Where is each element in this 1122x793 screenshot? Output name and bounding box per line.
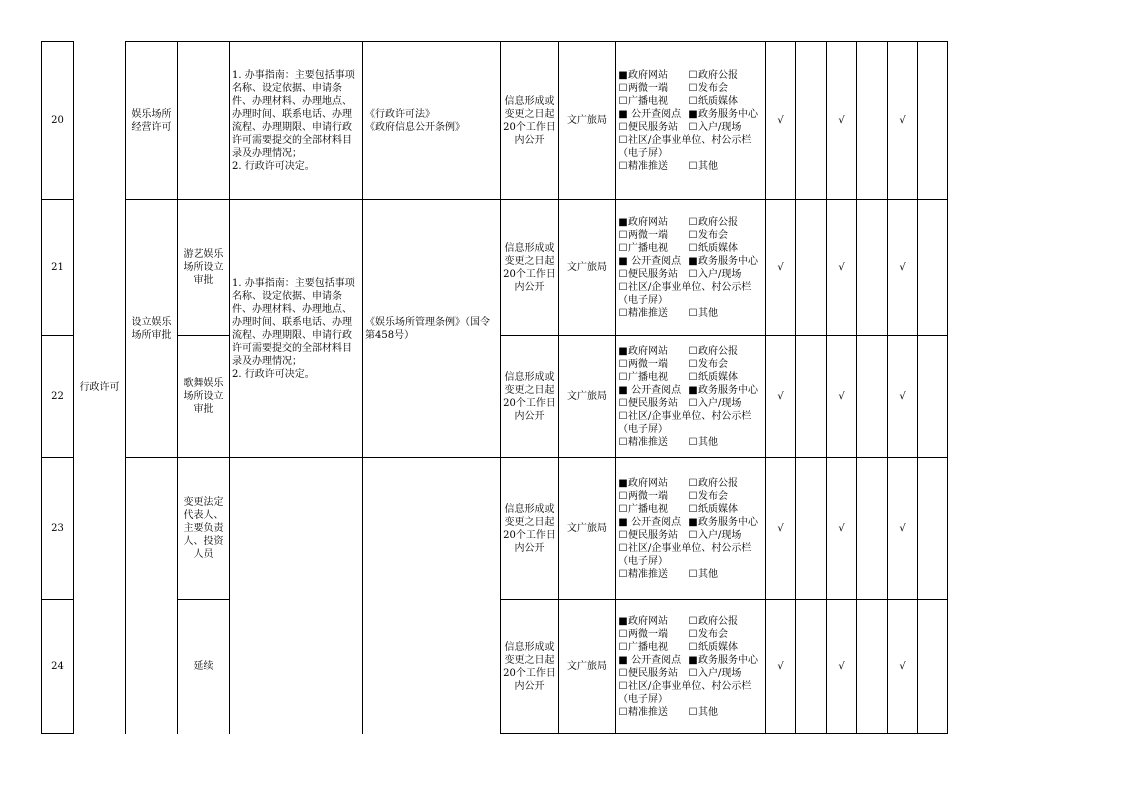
channel-label: 发布会 <box>698 358 728 370</box>
content-cell <box>230 42 363 200</box>
checkbox-mark: ■ <box>688 516 698 528</box>
check-mark: √ <box>777 262 784 273</box>
checkbox-mark: ☐ <box>618 680 628 692</box>
channel-line <box>618 147 763 160</box>
checkbox-mark: ■ <box>618 108 628 120</box>
channel-label: 政府网站 <box>628 69 668 81</box>
checkbox-mark: ☐ <box>618 667 628 679</box>
checkbox-mark: ■ <box>688 255 698 267</box>
item-cell <box>126 458 178 734</box>
channel-label: （电子屏） <box>618 147 668 159</box>
time-limit-cell <box>501 458 559 600</box>
check-cell <box>766 458 796 600</box>
channel-line <box>618 555 763 568</box>
checkbox-mark: ☐ <box>688 216 698 228</box>
channel-label: 发布会 <box>698 229 728 241</box>
channel-label: 政务服务中心 <box>698 384 758 396</box>
channel-line <box>618 628 763 641</box>
channel-line <box>618 423 763 436</box>
channel-label: 社区/企事业单位、村公示栏 <box>628 542 752 554</box>
channel-label: 便民服务站 <box>628 397 678 409</box>
time-limit-cell <box>501 336 559 458</box>
channel-line <box>618 529 763 542</box>
channel-label: 政府公报 <box>698 615 738 627</box>
channel-line <box>618 384 763 397</box>
channel-cell <box>616 42 766 200</box>
subitem-name: 歌舞娱乐场所设立审批 <box>183 378 224 415</box>
checkbox-mark: ☐ <box>618 529 628 541</box>
channel-line <box>618 693 763 706</box>
channel-label: 两微一端 <box>628 229 668 241</box>
channel-label: 纸质媒体 <box>698 242 738 254</box>
checkbox-mark: ☐ <box>618 706 628 718</box>
channel-label: （电子屏） <box>618 693 668 705</box>
channel-label: 社区/企事业单位、村公示栏 <box>628 680 752 692</box>
subitem-cell <box>178 600 230 734</box>
channel-label: 社区/企事业单位、村公示栏 <box>628 410 752 422</box>
checkbox-mark: ■ <box>688 108 698 120</box>
checkbox-mark: ☐ <box>688 490 698 502</box>
subject-cell <box>559 600 616 734</box>
subitem-cell <box>178 336 230 458</box>
subject-cell <box>559 336 616 458</box>
channel-line <box>618 345 763 358</box>
content-cell <box>230 200 363 458</box>
channel-label: 便民服务站 <box>628 121 678 133</box>
channel-label: 两微一端 <box>628 490 668 502</box>
check-mark: √ <box>838 262 845 273</box>
channel-line <box>618 477 763 490</box>
check-cell <box>766 200 796 336</box>
channel-label: 入户/现场 <box>698 121 742 133</box>
time-limit: 信息形成或变更之日起20个工作日内公开 <box>503 242 556 293</box>
check-cell <box>918 336 948 458</box>
channel-line <box>618 160 763 173</box>
channel-label: 政府网站 <box>628 477 668 489</box>
channel-line <box>618 134 763 147</box>
subitem-cell <box>178 200 230 336</box>
channel-label: 其他 <box>698 568 718 580</box>
channel-line <box>618 706 763 719</box>
checkbox-mark: ☐ <box>688 641 698 653</box>
content-text: 1. 办事指南：主要包括事项名称、设定依据、申请条件、办理材料、办理地点、办理时间、联系电话、办理流程、办理期限、申请行政许可需要提交的全部材料目录及办理情况； 2. 行政许可决定。 <box>232 69 355 172</box>
subject: 文广旅局 <box>567 391 607 402</box>
checkbox-mark: ■ <box>618 255 628 267</box>
table-row <box>42 200 948 336</box>
item-name: 设立娱乐场所审批 <box>131 316 172 341</box>
channel-line <box>618 294 763 307</box>
channel-label: 政府网站 <box>628 216 668 228</box>
row-number-cell <box>42 42 74 200</box>
check-mark: √ <box>838 523 845 534</box>
channel-label: 广播电视 <box>628 95 668 107</box>
channel-label: 政务服务中心 <box>698 654 758 666</box>
checkbox-mark: ■ <box>618 654 628 666</box>
checkbox-mark: ☐ <box>688 242 698 254</box>
checkbox-mark: ☐ <box>618 121 628 133</box>
channel-line <box>618 615 763 628</box>
checkbox-mark: ☐ <box>688 503 698 515</box>
check-cell <box>827 600 857 734</box>
channel-line <box>618 680 763 693</box>
channel-line <box>618 397 763 410</box>
content-text: 1. 办事指南：主要包括事项名称、设定依据、申请条件、办理材料、办理地点、办理时间、联系电话、办理流程、办理期限、申请行政许可需要提交的全部材料目录及办理情况； 2. 行政许可决定。 <box>232 277 355 380</box>
check-cell <box>888 200 918 336</box>
disclosure-table <box>41 41 948 734</box>
channel-line <box>618 410 763 423</box>
check-mark: √ <box>838 661 845 672</box>
checkbox-mark: ☐ <box>688 371 698 383</box>
channel-label: 其他 <box>698 706 718 718</box>
check-cell <box>888 42 918 200</box>
check-cell <box>766 42 796 200</box>
category-label: 行政许可 <box>79 382 120 393</box>
checkbox-mark: ☐ <box>688 397 698 409</box>
row-number-cell <box>42 600 74 734</box>
subject-cell <box>559 200 616 336</box>
check-mark: √ <box>899 391 906 402</box>
checkbox-mark: ☐ <box>688 615 698 627</box>
check-cell <box>857 458 888 600</box>
channel-label: 公开查阅点 <box>628 255 682 267</box>
check-cell <box>827 336 857 458</box>
channel-label: （电子屏） <box>618 294 668 306</box>
channel-label: 入户/现场 <box>698 268 742 280</box>
channel-line <box>618 229 763 242</box>
checkbox-mark: ☐ <box>618 490 628 502</box>
channel-line <box>618 490 763 503</box>
check-cell <box>857 600 888 734</box>
channel-label: 便民服务站 <box>628 529 678 541</box>
channel-label: 发布会 <box>698 490 728 502</box>
check-cell <box>857 200 888 336</box>
check-mark: √ <box>899 523 906 534</box>
checkbox-mark: ■ <box>618 516 628 528</box>
checkbox-mark: ☐ <box>688 477 698 489</box>
checkbox-mark: ☐ <box>618 542 628 554</box>
content-cell <box>230 458 363 734</box>
channel-label: 公开查阅点 <box>628 516 682 528</box>
row-number: 21 <box>51 262 64 273</box>
checkbox-mark: ☐ <box>618 268 628 280</box>
table-row <box>42 42 948 200</box>
checkbox-mark: ☐ <box>618 307 628 319</box>
checkbox-mark: ☐ <box>618 628 628 640</box>
checkbox-mark: ☐ <box>618 503 628 515</box>
channel-label: 入户/现场 <box>698 667 742 679</box>
channel-label: 纸质媒体 <box>698 641 738 653</box>
channel-label: 其他 <box>698 307 718 319</box>
checkbox-mark: ☐ <box>688 628 698 640</box>
channel-label: 公开查阅点 <box>628 384 682 396</box>
channel-line <box>618 667 763 680</box>
channel-label: 广播电视 <box>628 242 668 254</box>
checkbox-mark: ■ <box>618 384 628 396</box>
time-limit: 信息形成或变更之日起20个工作日内公开 <box>503 641 556 692</box>
channel-label: 精准推送 <box>628 568 668 580</box>
channel-label: 入户/现场 <box>698 397 742 409</box>
check-cell <box>918 42 948 200</box>
time-limit-cell <box>501 42 559 200</box>
row-number-cell <box>42 200 74 336</box>
channel-line <box>618 108 763 121</box>
row-number: 24 <box>51 661 64 672</box>
subitem-name: 延续 <box>193 661 214 673</box>
check-cell <box>796 600 827 734</box>
channel-label: 便民服务站 <box>628 268 678 280</box>
channel-label: 社区/企事业单位、村公示栏 <box>628 281 752 293</box>
checkbox-mark: ☐ <box>688 268 698 280</box>
time-limit-cell <box>501 200 559 336</box>
channel-cell <box>616 336 766 458</box>
checkbox-mark: ☐ <box>618 229 628 241</box>
check-cell <box>918 200 948 336</box>
checkbox-mark: ■ <box>618 477 628 489</box>
channel-label: 其他 <box>698 436 718 448</box>
channel-label: 公开查阅点 <box>628 654 682 666</box>
basis-cell <box>363 200 501 458</box>
channel-label: 政务服务中心 <box>698 255 758 267</box>
checkbox-mark: ☐ <box>618 641 628 653</box>
channel-label: 政府网站 <box>628 615 668 627</box>
channel-label: 纸质媒体 <box>698 371 738 383</box>
channel-line <box>618 121 763 134</box>
time-limit: 信息形成或变更之日起20个工作日内公开 <box>503 95 556 146</box>
subject: 文广旅局 <box>567 115 607 126</box>
checkbox-mark: ■ <box>618 216 628 228</box>
channel-line <box>618 281 763 294</box>
subject-cell <box>559 42 616 200</box>
channel-cell <box>616 600 766 734</box>
channel-label: 两微一端 <box>628 82 668 94</box>
channel-label: 精准推送 <box>628 160 668 172</box>
channel-line <box>618 503 763 516</box>
subject: 文广旅局 <box>567 523 607 534</box>
check-cell <box>796 200 827 336</box>
time-limit: 信息形成或变更之日起20个工作日内公开 <box>503 503 556 554</box>
check-cell <box>766 336 796 458</box>
checkbox-mark: ☐ <box>688 160 698 172</box>
category-cell <box>74 42 126 734</box>
item-name: 娱乐场所经营许可 <box>131 108 172 133</box>
check-mark: √ <box>777 523 784 534</box>
check-cell <box>888 600 918 734</box>
channel-line <box>618 268 763 281</box>
channel-label: 其他 <box>698 160 718 172</box>
channel-label: 纸质媒体 <box>698 95 738 107</box>
channel-label: 便民服务站 <box>628 667 678 679</box>
check-mark: √ <box>838 115 845 126</box>
channel-label: 政府公报 <box>698 216 738 228</box>
channel-line <box>618 69 763 82</box>
time-limit-cell <box>501 600 559 734</box>
checkbox-mark: ■ <box>618 615 628 627</box>
checkbox-mark: ☐ <box>688 568 698 580</box>
channel-line <box>618 358 763 371</box>
channel-label: 社区/企事业单位、村公示栏 <box>628 134 752 146</box>
channel-label: 两微一端 <box>628 628 668 640</box>
checkbox-mark: ☐ <box>618 160 628 172</box>
channel-line <box>618 436 763 449</box>
channel-label: 精准推送 <box>628 307 668 319</box>
check-cell <box>796 458 827 600</box>
check-cell <box>796 42 827 200</box>
checkbox-mark: ☐ <box>618 358 628 370</box>
checkbox-mark: ☐ <box>688 436 698 448</box>
check-mark: √ <box>838 391 845 402</box>
check-mark: √ <box>777 115 784 126</box>
channel-label: 政府网站 <box>628 345 668 357</box>
checkbox-mark: ☐ <box>688 345 698 357</box>
checkbox-mark: ☐ <box>618 371 628 383</box>
checkbox-mark: ☐ <box>618 242 628 254</box>
checkbox-mark: ☐ <box>688 706 698 718</box>
check-cell <box>766 600 796 734</box>
channel-label: （电子屏） <box>618 555 668 567</box>
basis-cell <box>363 458 501 734</box>
basis-cell <box>363 42 501 200</box>
checkbox-mark: ☐ <box>618 281 628 293</box>
checkbox-mark: ☐ <box>688 69 698 81</box>
check-mark: √ <box>899 661 906 672</box>
subject: 文广旅局 <box>567 661 607 672</box>
channel-label: 发布会 <box>698 628 728 640</box>
check-mark: √ <box>777 661 784 672</box>
channel-line <box>618 542 763 555</box>
subject-cell <box>559 458 616 600</box>
channel-label: 两微一端 <box>628 358 668 370</box>
channel-label: （电子屏） <box>618 423 668 435</box>
channel-line <box>618 371 763 384</box>
basis-text: 《娱乐场所管理条例》（国令第458号） <box>365 316 490 341</box>
channel-cell <box>616 458 766 600</box>
channel-line <box>618 82 763 95</box>
checkbox-mark: ☐ <box>688 667 698 679</box>
channel-label: 广播电视 <box>628 371 668 383</box>
check-cell <box>918 458 948 600</box>
checkbox-mark: ☐ <box>618 82 628 94</box>
channel-label: 纸质媒体 <box>698 503 738 515</box>
channel-label: 广播电视 <box>628 503 668 515</box>
subject: 文广旅局 <box>567 262 607 273</box>
check-mark: √ <box>899 115 906 126</box>
item-cell <box>126 200 178 458</box>
check-cell <box>857 42 888 200</box>
checkbox-mark: ☐ <box>688 529 698 541</box>
row-number-cell <box>42 458 74 600</box>
channel-label: 广播电视 <box>628 641 668 653</box>
checkbox-mark: ■ <box>688 384 698 396</box>
channel-line <box>618 654 763 667</box>
channel-line <box>618 307 763 320</box>
channel-label: 公开查阅点 <box>628 108 682 120</box>
time-limit: 信息形成或变更之日起20个工作日内公开 <box>503 371 556 422</box>
checkbox-mark: ☐ <box>618 568 628 580</box>
channel-line <box>618 242 763 255</box>
checkbox-mark: ☐ <box>618 410 628 422</box>
check-cell <box>796 336 827 458</box>
check-cell <box>918 600 948 734</box>
check-cell <box>857 336 888 458</box>
checkbox-mark: ☐ <box>618 397 628 409</box>
subitem-cell <box>178 42 230 200</box>
checkbox-mark: ■ <box>618 345 628 357</box>
channel-line <box>618 568 763 581</box>
checkbox-mark: ☐ <box>688 82 698 94</box>
channel-line <box>618 641 763 654</box>
channel-cell <box>616 200 766 336</box>
channel-label: 精准推送 <box>628 706 668 718</box>
check-cell <box>888 458 918 600</box>
row-number: 22 <box>51 391 64 402</box>
checkbox-mark: ☐ <box>688 121 698 133</box>
checkbox-mark: ☐ <box>618 95 628 107</box>
check-mark: √ <box>777 391 784 402</box>
checkbox-mark: ☐ <box>688 229 698 241</box>
subitem-name: 变更法定代表人、主要负责人、投资人员 <box>183 497 224 560</box>
row-number: 20 <box>51 115 64 126</box>
checkbox-mark: ☐ <box>618 436 628 448</box>
subitem-name: 游艺娱乐场所设立审批 <box>183 249 224 286</box>
channel-label: 政务服务中心 <box>698 108 758 120</box>
checkbox-mark: ☐ <box>688 307 698 319</box>
channel-label: 政府公报 <box>698 477 738 489</box>
check-cell <box>888 336 918 458</box>
check-cell <box>827 200 857 336</box>
channel-line <box>618 216 763 229</box>
channel-line <box>618 95 763 108</box>
checkbox-mark: ☐ <box>618 134 628 146</box>
checkbox-mark: ☐ <box>688 358 698 370</box>
channel-label: 政府公报 <box>698 69 738 81</box>
channel-label: 发布会 <box>698 82 728 94</box>
checkbox-mark: ■ <box>618 69 628 81</box>
checkbox-mark: ☐ <box>688 95 698 107</box>
channel-label: 精准推送 <box>628 436 668 448</box>
subitem-cell <box>178 458 230 600</box>
row-number-cell <box>42 336 74 458</box>
checkbox-mark: ■ <box>688 654 698 666</box>
basis-text: 《行政许可法》 《政府信息公开条例》 <box>365 108 465 133</box>
channel-line <box>618 516 763 529</box>
item-cell <box>126 42 178 200</box>
check-mark: √ <box>899 262 906 273</box>
check-cell <box>827 42 857 200</box>
channel-label: 政府公报 <box>698 345 738 357</box>
channel-line <box>618 255 763 268</box>
row-number: 23 <box>51 523 64 534</box>
check-cell <box>827 458 857 600</box>
channel-label: 入户/现场 <box>698 529 742 541</box>
table-row <box>42 458 948 600</box>
channel-label: 政务服务中心 <box>698 516 758 528</box>
